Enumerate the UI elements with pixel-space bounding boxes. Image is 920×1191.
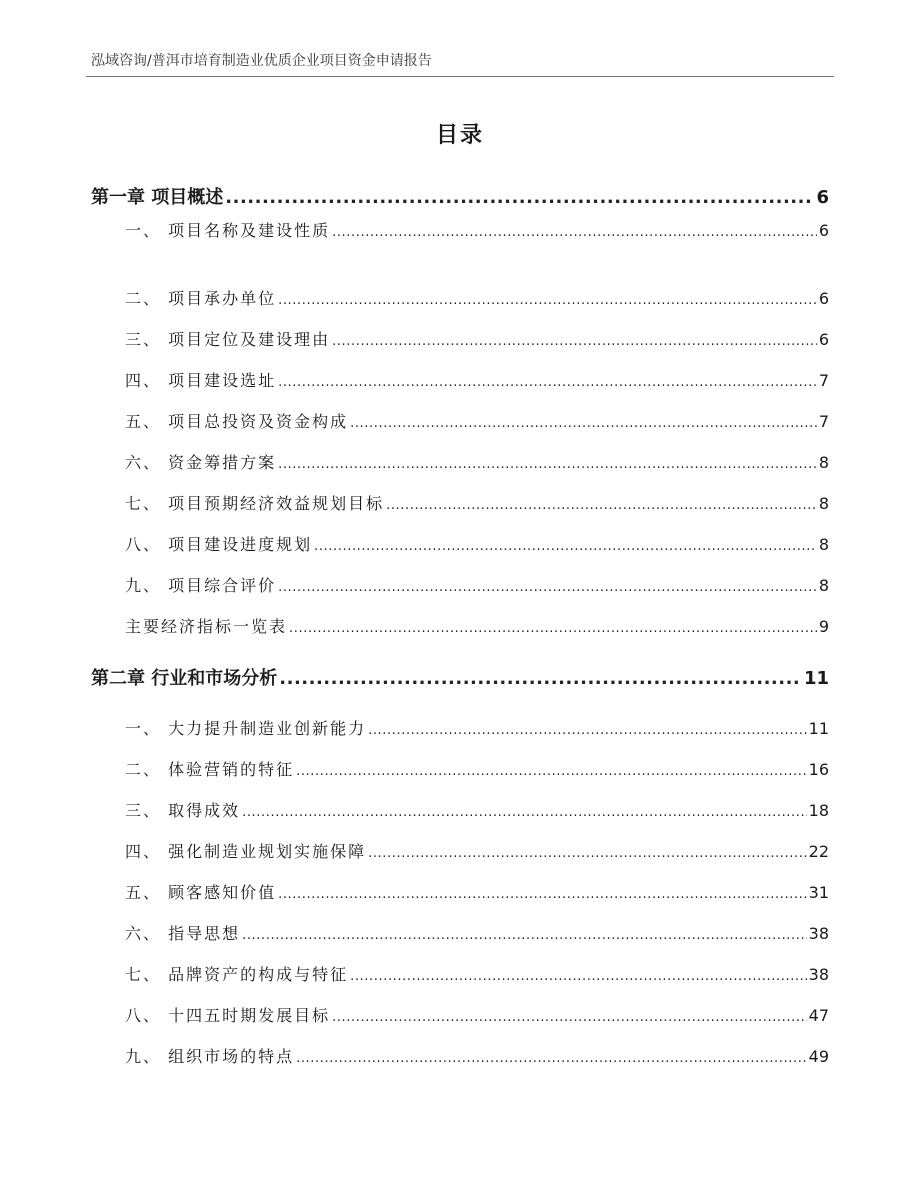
- toc-page-number: 22: [808, 842, 829, 861]
- dot-leader: [279, 668, 802, 689]
- toc-entry-label: 九、 组织市场的特点: [125, 1047, 295, 1066]
- toc-section-entry[interactable]: [91, 409, 829, 432]
- toc-section-entry[interactable]: [91, 532, 829, 555]
- toc-entry-label: 七、 项目预期经济效益规划目标: [125, 494, 385, 513]
- toc-entry-label: 三、 项目定位及建设理由: [125, 330, 331, 349]
- dot-leader: [314, 539, 817, 554]
- toc-page-number: 8: [818, 453, 829, 472]
- toc-page-number: 7: [818, 371, 829, 390]
- toc-section-entry[interactable]: [91, 614, 829, 637]
- toc-section-entry[interactable]: [91, 368, 829, 391]
- toc-entry-label: 第一章 项目概述: [91, 187, 224, 208]
- toc-entry-label: 一、 项目名称及建设性质: [125, 221, 331, 240]
- toc-page-number: 6: [818, 330, 829, 349]
- dot-leader: [350, 969, 807, 984]
- toc-entry-label: 六、 资金筹措方案: [125, 453, 277, 472]
- toc-page-number: 8: [818, 494, 829, 513]
- toc-title: 目录: [435, 123, 484, 148]
- toc-entry-label: 五、 顾客感知价值: [125, 883, 277, 902]
- toc-section-entry[interactable]: [91, 1044, 829, 1067]
- toc-section-entry[interactable]: [91, 573, 829, 596]
- toc-section-entry[interactable]: [91, 962, 829, 985]
- toc-page-number: 18: [808, 801, 829, 820]
- toc-entry-label: 三、 取得成效: [125, 801, 241, 820]
- toc-section-entry[interactable]: [91, 286, 829, 309]
- toc-page-number: 38: [808, 965, 829, 984]
- toc-page-number: 6: [816, 187, 829, 208]
- toc-entry-label: 第二章 行业和市场分析: [91, 668, 278, 689]
- dot-leader: [289, 621, 817, 636]
- dot-leader: [296, 1051, 807, 1066]
- dot-leader: [242, 928, 807, 943]
- toc-page-number: 49: [808, 1047, 829, 1066]
- toc-section-entry[interactable]: [91, 1003, 829, 1026]
- toc-section-entry[interactable]: [91, 218, 829, 241]
- dot-leader: [278, 293, 817, 308]
- toc-section-entry[interactable]: [91, 716, 829, 739]
- dot-leader: [332, 334, 817, 349]
- dot-leader: [278, 887, 807, 902]
- toc-section-entry[interactable]: [91, 880, 829, 903]
- dot-leader: [296, 764, 807, 779]
- dot-leader: [278, 457, 817, 472]
- dot-leader: [368, 723, 807, 738]
- header-divider: [86, 76, 834, 77]
- dot-leader: [332, 225, 817, 240]
- toc-page-number: 8: [818, 535, 829, 554]
- toc-entry-label: 一、 大力提升制造业创新能力: [125, 719, 367, 738]
- toc-page-number: 38: [808, 924, 829, 943]
- toc-page-number: 16: [808, 760, 829, 779]
- toc-entry-label: 二、 项目承办单位: [125, 289, 277, 308]
- dot-leader: [386, 498, 817, 513]
- toc-entry-label: 六、 指导思想: [125, 924, 241, 943]
- dot-leader: [350, 416, 817, 431]
- dot-leader: [225, 187, 814, 208]
- toc-entry-label: 八、 十四五时期发展目标: [125, 1006, 331, 1025]
- toc-page-number: 11: [808, 719, 829, 738]
- toc-section-entry[interactable]: [91, 491, 829, 514]
- toc-page-number: 6: [818, 289, 829, 308]
- toc-entry-label: 主要经济指标一览表: [125, 617, 288, 636]
- toc-entry-label: 七、 品牌资产的构成与特征: [125, 965, 349, 984]
- dot-leader: [278, 375, 817, 390]
- toc-entry-label: 八、 项目建设进度规划: [125, 535, 313, 554]
- toc-chapter-entry[interactable]: [91, 664, 829, 690]
- dot-leader: [278, 580, 817, 595]
- toc-chapter-entry[interactable]: [91, 183, 829, 209]
- toc-page-number: 31: [808, 883, 829, 902]
- toc-page-number: 11: [803, 668, 829, 689]
- toc-entry-label: 九、 项目综合评价: [125, 576, 277, 595]
- toc-page-number: 8: [818, 576, 829, 595]
- toc-section-entry[interactable]: [91, 450, 829, 473]
- toc-section-entry[interactable]: [91, 921, 829, 944]
- toc-section-entry[interactable]: [91, 327, 829, 350]
- toc-page-number: 6: [818, 221, 829, 240]
- toc-section-entry[interactable]: [91, 798, 829, 821]
- toc-page-number: 47: [808, 1006, 829, 1025]
- page-header: 泓域咨询/普洱市培育制造业优质企业项目资金申请报告: [91, 53, 432, 69]
- toc-section-entry[interactable]: [91, 839, 829, 862]
- toc-section-entry[interactable]: [91, 757, 829, 780]
- toc-page-number: 9: [818, 617, 829, 636]
- toc-entry-label: 二、 体验营销的特征: [125, 760, 295, 779]
- toc-entry-label: 四、 项目建设选址: [125, 371, 277, 390]
- toc-page-number: 7: [818, 412, 829, 431]
- dot-leader: [368, 846, 807, 861]
- toc-entry-label: 四、 强化制造业规划实施保障: [125, 842, 367, 861]
- dot-leader: [332, 1010, 807, 1025]
- dot-leader: [242, 805, 807, 820]
- toc-entry-label: 五、 项目总投资及资金构成: [125, 412, 349, 431]
